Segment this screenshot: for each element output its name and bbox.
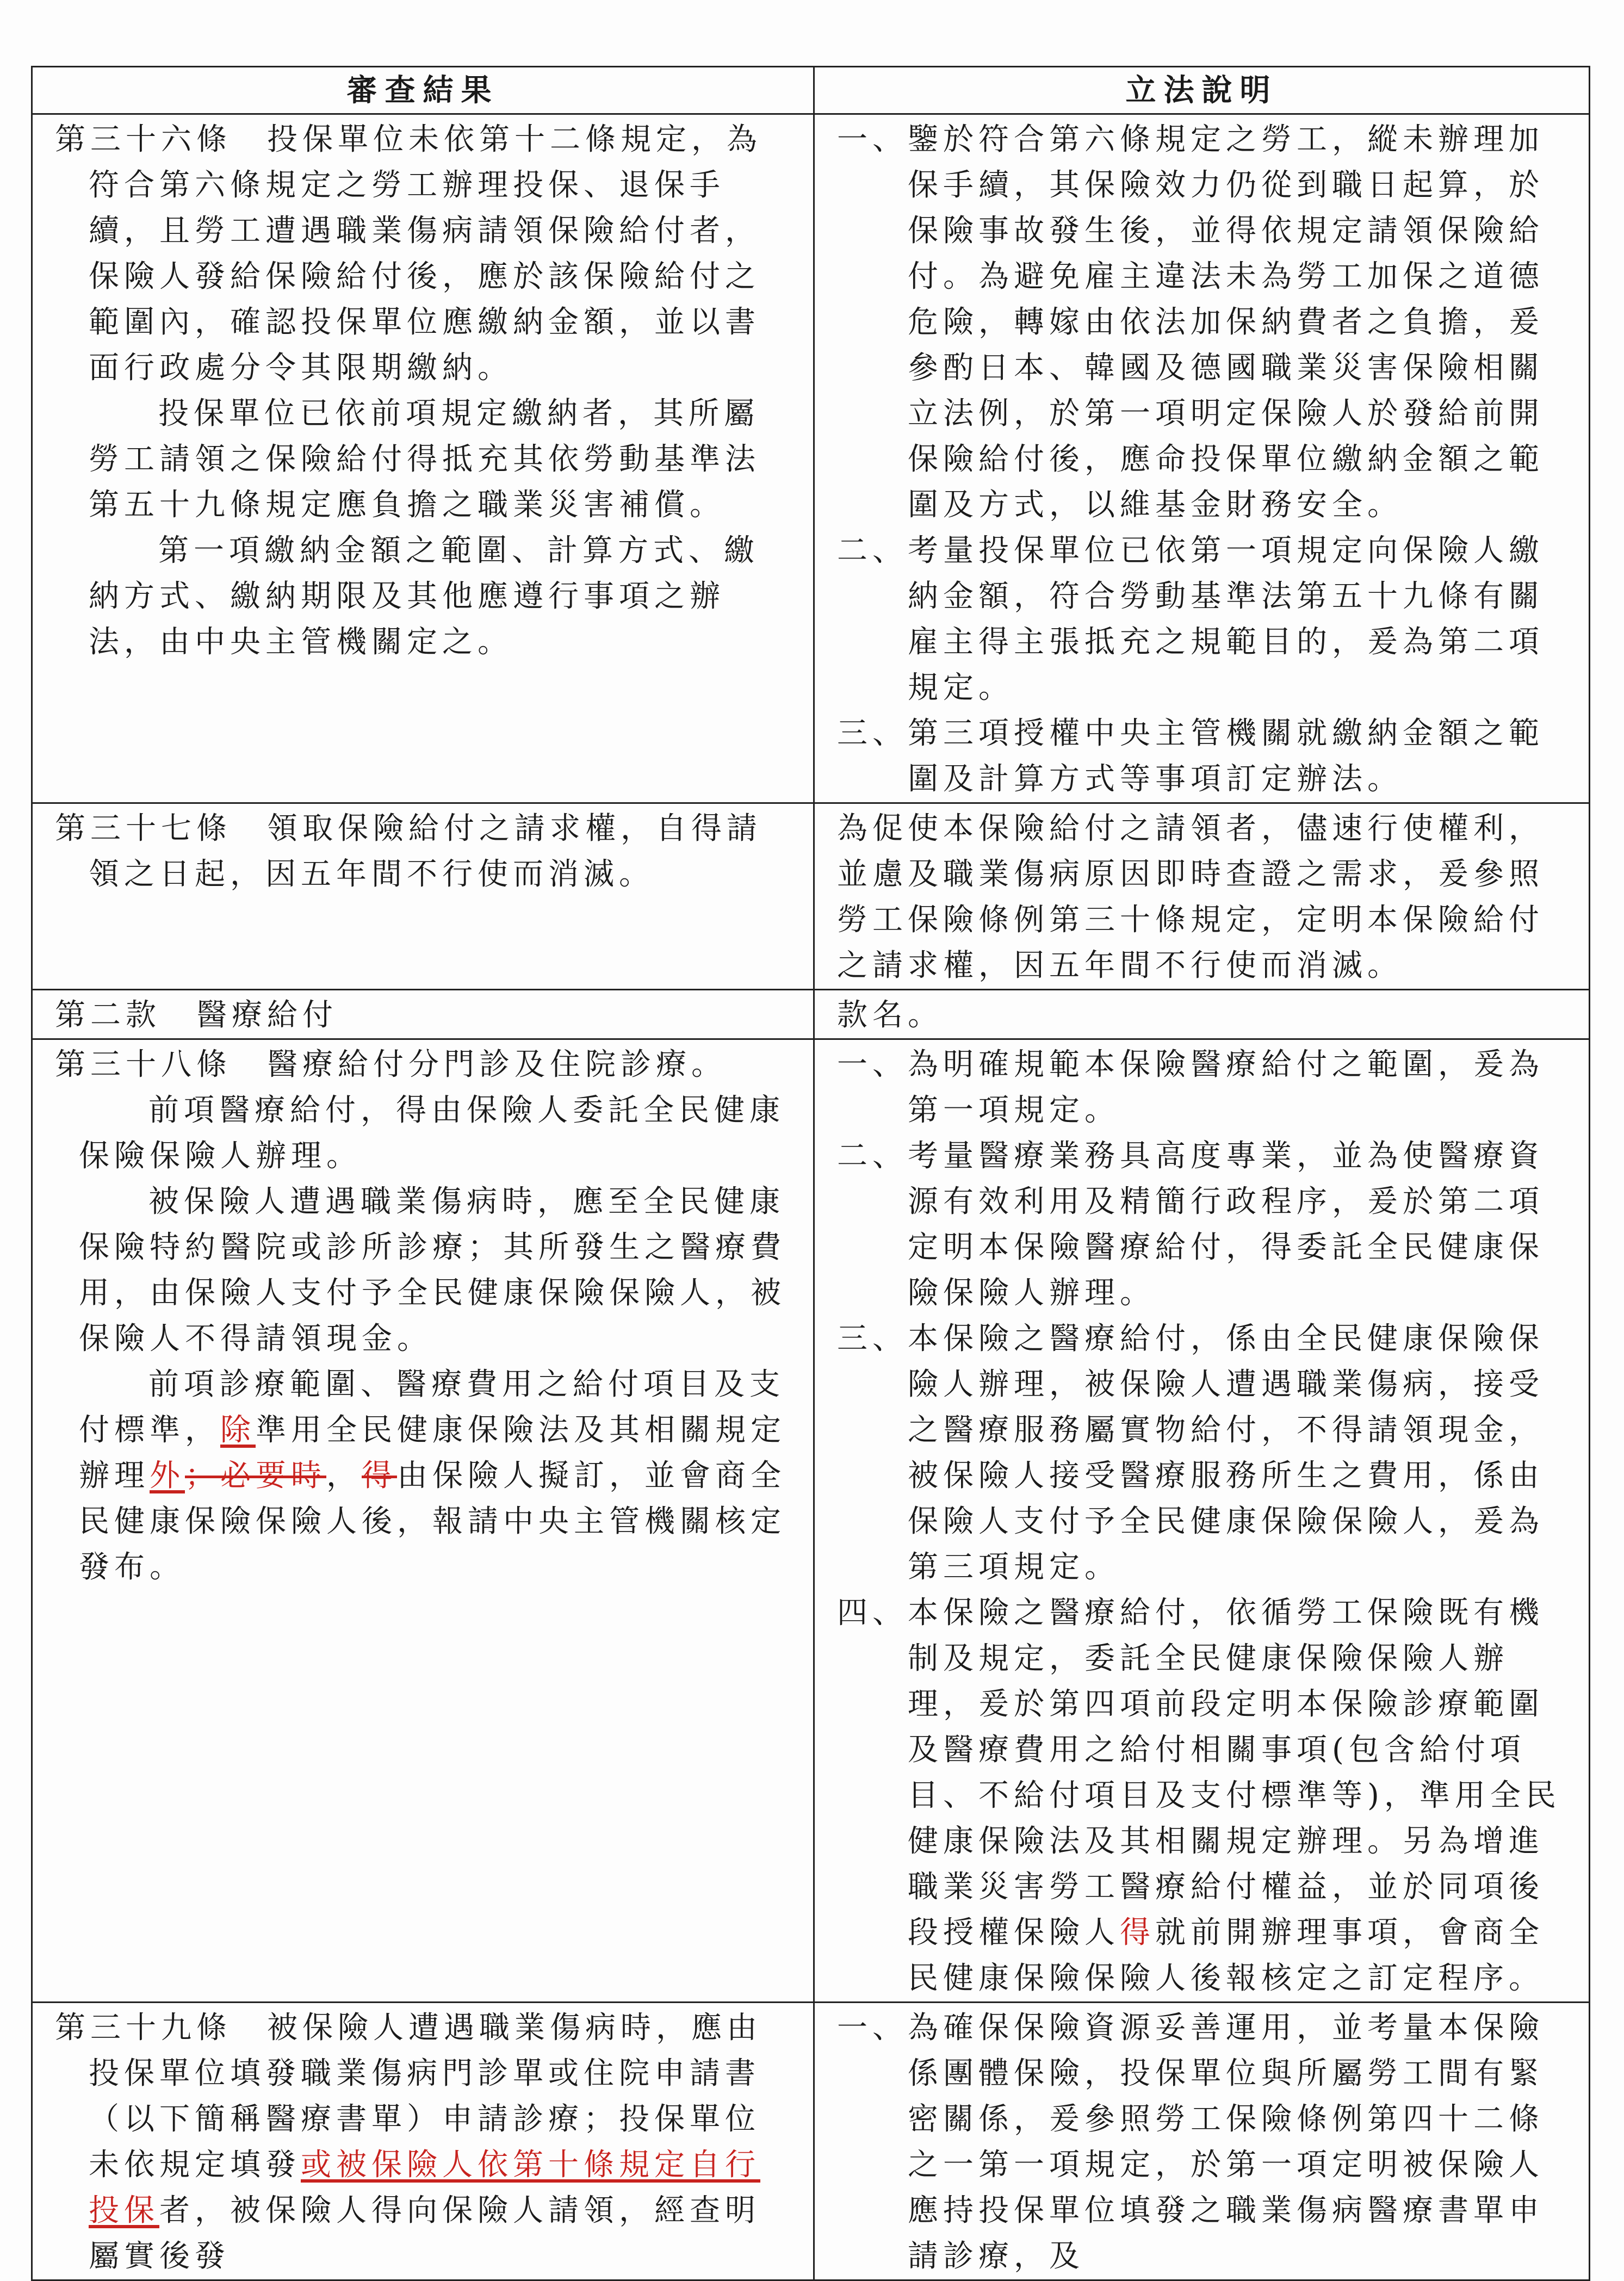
text-segment: 投保單位已依前項規定繳納者，其所屬勞工請領之保險給付得抵充其依勞動基準法第五十九條規定應負擔之職業災害補償。 [89, 396, 760, 523]
item-number: 二、 [837, 1138, 908, 1174]
explanation-cell [814, 1039, 1590, 2003]
review-result-cell [32, 1039, 814, 2003]
item-text [908, 1590, 1567, 2001]
text-segment: 考量醫療業務具高度專業，並為使醫療資源有效利用及精簡行政程序，爰於第二項定明本保險醫療給付，得委託全民健康保險保險人辦理。 [908, 1138, 1544, 1311]
text-segment: 由保險人擬訂，並會商全民健康保險保險人後，報請中央主管機關核定發布。 [79, 1458, 786, 1585]
review-result-cell [32, 114, 814, 803]
table-row [32, 114, 1590, 803]
numbered-item [837, 528, 1567, 711]
header-review-result: 審查結果 [32, 67, 814, 114]
article-text [55, 2005, 791, 2279]
numbered-item [837, 1133, 1567, 1316]
article-text [55, 1042, 791, 1088]
numbered-item [837, 1590, 1567, 2001]
item-text [908, 711, 1567, 802]
header-legislative-explanation: 立法說明 [814, 67, 1590, 114]
item-text [908, 1042, 1567, 1133]
text-segment: 第三十七條 領取保險給付之請求權，自得請領之日起，因五年間不行使而消滅。 [55, 811, 762, 892]
paragraph [837, 806, 1567, 989]
paragraph [55, 1088, 791, 1179]
text-segment: 為促使本保險給付之請領者，儘速行使權利，並慮及職業傷病原因即時查證之需求，爰參照勞工保險條例第三十條規定，定明本保險給付之請求權，因五年間不行使而消滅。 [837, 811, 1544, 983]
paragraph [55, 993, 791, 1038]
review-result-cell [32, 803, 814, 990]
inserted-text: 外 [150, 1458, 185, 1493]
text-segment: 鑒於符合第六條規定之勞工，縱未辦理加保手續，其保險效力仍從到職日起算，於保險事故發生後，並得依規定請領保險給付。為避免雇主違法未為勞工加保之道德危險，轉嫁由依法加保納費者之負擔，爰參酌日本、韓國及德國職業災害保險相關立法例，於第一項明定保險人於發給前開保險給付後，應命投保單位繳納金額之範圍及方式，以維基金財務安全。 [908, 122, 1544, 523]
numbered-item [837, 117, 1567, 528]
text-segment: 就前開辦理事項，會商全民健康保險保險人後報核定之訂定程序。 [908, 1915, 1544, 1996]
text-segment: 前項診療範圍、醫療費用之給付項目及支付標準， [79, 1367, 785, 1448]
review-result-cell [32, 2003, 814, 2280]
numbered-item [837, 1316, 1567, 1590]
review-comparison-table [31, 66, 1590, 2281]
explanation-cell [814, 2003, 1590, 2280]
text-segment: 第一項繳納金額之範圍、計算方式、繳納方式、繳納期限及其他應遵行事項之辦法，由中央主管機關定之。 [89, 533, 759, 660]
text-segment: 第三項授權中央主管機關就繳納金額之範圍及計算方式等事項訂定辦法。 [908, 716, 1544, 797]
revised-text: 得 [1120, 1915, 1155, 1950]
item-number: 一、 [837, 1047, 908, 1082]
item-text [908, 528, 1567, 711]
article-text [55, 117, 791, 391]
text-segment: 第三十八條 醫療給付分門診及住院診療。 [55, 1047, 727, 1082]
table-row [32, 990, 1590, 1039]
item-text [908, 1316, 1567, 1590]
text-segment: 第三十九條 被保險人遭遇職業傷病時，應由投保單位填發職業傷病門診單或住院申請書（以下簡稱醫療書單）申請診療；投保單位未依規定填發 [55, 2010, 762, 2183]
item-number: 四、 [837, 1595, 908, 1631]
text-segment: 為明確規範本保險醫療給付之範圍，爰為第一項規定。 [908, 1047, 1544, 1128]
table-header-row [32, 67, 1590, 114]
deleted-text: 得 [362, 1458, 397, 1493]
item-number: 一、 [837, 2010, 908, 2046]
item-text [908, 117, 1567, 528]
item-number: 二、 [837, 533, 908, 568]
paragraph [55, 1179, 791, 1362]
text-segment: 為確保保險資源妥善運用，並考量本保險係團體保險，投保單位與所屬勞工間有緊密關係，爰參照勞工保險條例第四十二條之一第一項規定，於第一項定明被保險人應持投保單位填發之職業傷病醫療書單申請診療，及 [908, 2010, 1544, 2274]
text-segment: 準用全民健康保險法及其相關規定辦理 [79, 1412, 786, 1493]
text-segment: 本保險之醫療給付，依循勞工保險既有機制及規定，委託全民健康保險保險人辦理，爰於第四項前段定明本保險診療範圍及醫療費用之給付相關事項(包含給付項目、不給付項目及支付標準等)，準用全民健康保險法及其相關規定辦理。另為增進職業災害勞工醫療給付權益，並於同項後段授權保險人 [908, 1595, 1561, 1950]
text-segment: 第二款 醫療給付 [55, 997, 338, 1033]
inserted-text: 除 [220, 1412, 256, 1448]
numbered-item [837, 711, 1567, 802]
numbered-item [837, 1042, 1567, 1133]
text-segment: 本保險之醫療給付，係由全民健康保險保險人辦理，被保險人遭遇職業傷病，接受之醫療服務屬實物給付，不得請領現金，被保險人接受醫療服務所生之費用，係由保險人支付予全民健康保險保險人，爰為第三項規定。 [908, 1321, 1544, 1585]
text-segment: 款名。 [837, 997, 943, 1033]
explanation-cell [814, 114, 1590, 803]
table-row [32, 2003, 1590, 2280]
deleted-text: ；必要時 [185, 1458, 326, 1493]
table-row [32, 803, 1590, 990]
paragraph [837, 993, 1567, 1038]
item-text [908, 1133, 1567, 1316]
paragraph [55, 391, 791, 528]
inserted-text: 或被保險人依第十條規定自行投保 [89, 2147, 760, 2228]
numbered-item [837, 2005, 1567, 2279]
paragraph [55, 528, 791, 665]
item-text [908, 2005, 1567, 2279]
text-segment: 第三十六條 投保單位未依第十二條規定，為符合第六條規定之勞工辦理投保、退保手續，且勞工遭遇職業傷病請領保險給付者，保險人發給保險給付後，應於該保險給付之範圍內，確認投保單位應繳納金額，並以書面行政處分令其限期繳納。 [55, 122, 762, 386]
text-segment: 者，被保險人得向保險人請領，經查明屬實後發 [89, 2193, 760, 2274]
text-segment: 考量投保單位已依第一項規定向保險人繳納金額，符合勞動基準法第五十九條有關雇主得主張抵充之規範目的，爰為第二項規定。 [908, 533, 1544, 705]
paragraph [55, 1362, 791, 1590]
explanation-cell [814, 803, 1590, 990]
explanation-cell [814, 990, 1590, 1039]
text-segment: 前項醫療給付，得由保險人委託全民健康保險保險人辦理。 [79, 1093, 785, 1174]
item-number: 三、 [837, 1321, 908, 1356]
text-segment: ， [326, 1458, 362, 1493]
item-number: 一、 [837, 122, 908, 157]
text-segment: 被保險人遭遇職業傷病時，應至全民健康保險特約醫院或診所診療；其所發生之醫療費用，由保險人支付予全民健康保險保險人，被保險人不得請領現金。 [79, 1184, 786, 1356]
review-result-cell [32, 990, 814, 1039]
article-text [55, 806, 791, 897]
item-number: 三、 [837, 716, 908, 751]
table-row [32, 1039, 1590, 2003]
